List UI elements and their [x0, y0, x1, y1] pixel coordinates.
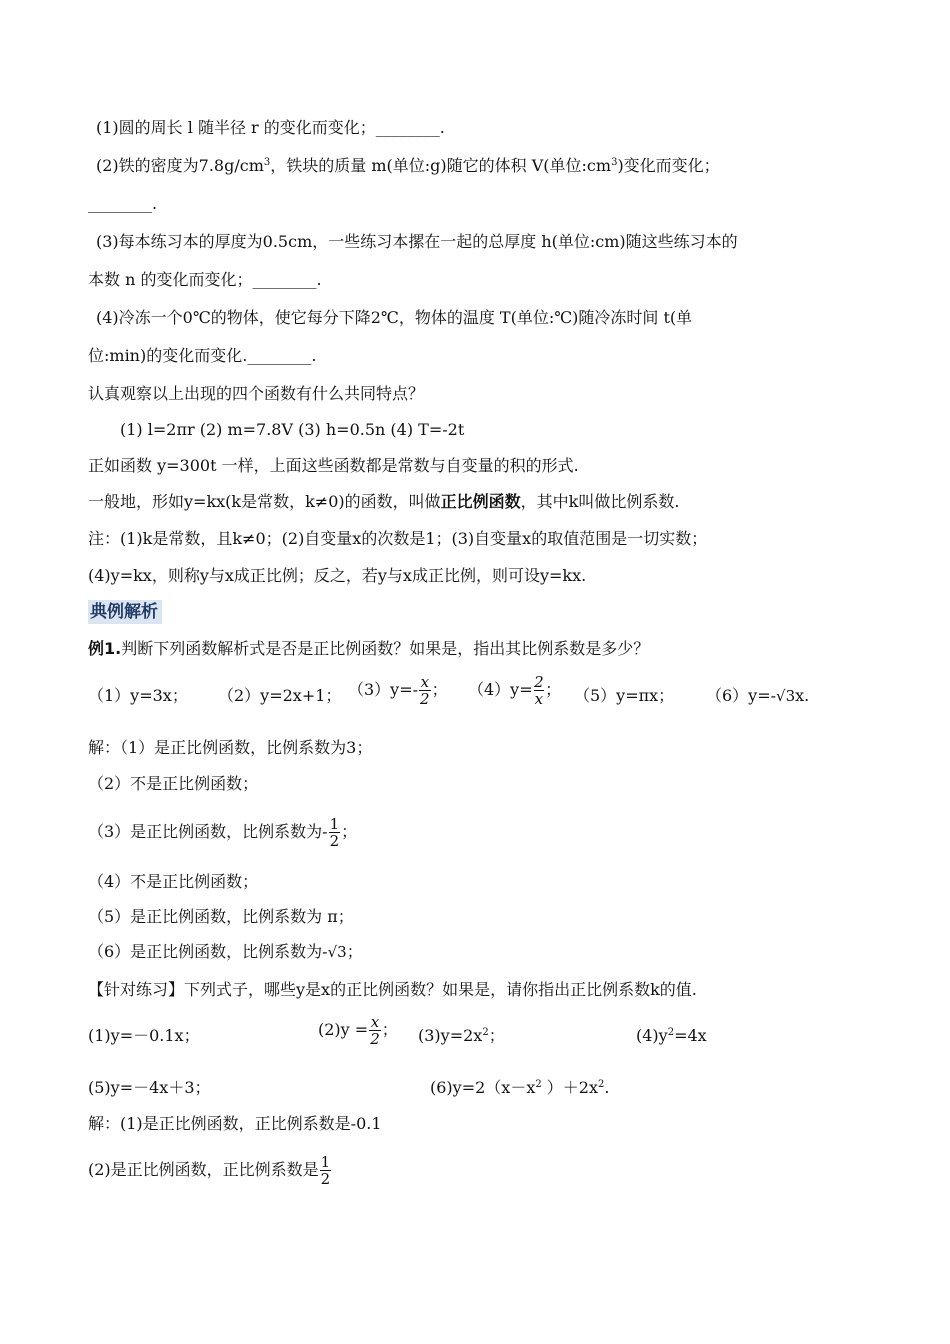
numerator: x	[370, 1013, 380, 1031]
superscript: 3	[263, 157, 271, 168]
solution-6	[88, 940, 363, 964]
text: (2)铁的密度为7.8g/cm	[96, 156, 264, 175]
text: 判断下列函数解析式是否是正比例函数？如果是，指出其比例系数是多少？	[121, 639, 650, 658]
practice-answer-1: 解：(1)是正比例函数，正比例系数是-0.1	[88, 1114, 382, 1133]
numerator: 1	[320, 1153, 331, 1171]
numerator: x	[420, 673, 430, 691]
denominator: 2	[329, 832, 340, 850]
text: (2)y =	[318, 1020, 369, 1039]
denominator: 2	[370, 1030, 380, 1048]
fraction	[329, 816, 341, 849]
observe-question: 认真观察以上出现的四个函数有什么共同特点？	[88, 384, 425, 403]
practice-item-3	[418, 1024, 505, 1048]
fraction	[534, 674, 544, 707]
text: =4x	[674, 1026, 707, 1045]
example-item-3	[348, 674, 448, 707]
text: (3)y=2x	[418, 1026, 483, 1045]
text: .	[604, 1078, 610, 1097]
denominator: 2	[420, 690, 430, 708]
example-item-2: （2）y=2x+1；	[218, 686, 342, 705]
practice-item-1: (1)y=－0.1x；	[88, 1026, 200, 1045]
note-line-3: (4)y=kx，则称y与x成正比例；反之，若y与x成正比例，则可设y=kx.	[88, 566, 587, 585]
practice-answer-2	[88, 1154, 332, 1187]
text: ；	[431, 680, 448, 699]
fraction	[369, 1014, 381, 1047]
example-item-6	[706, 684, 809, 708]
question-1: (1)圆的周长 l 随半径 r 的变化而变化；________.	[96, 118, 445, 137]
text: （3）y=-	[348, 680, 419, 699]
question-3-line-2: 本数 n 的变化而变化；________.	[88, 270, 322, 289]
question-4-line-1: (4)冷冻一个0℃的物体，使它每分下降2℃，物体的温度 T(单位:℃)随冷冻时间 t(单	[96, 308, 693, 327]
text: )变化而变化；	[617, 156, 720, 175]
text: （6）y=-	[706, 686, 777, 705]
superscript: 2	[598, 1079, 605, 1090]
solution-3	[88, 816, 357, 849]
text: (6)y=2（x－x	[430, 1078, 536, 1097]
superscript: 3	[611, 157, 618, 168]
text: ，其中k叫做比例系数.	[520, 492, 680, 511]
fraction	[320, 1154, 332, 1187]
note-line-1: 正如函数 y=300t 一样，上面这些函数都是常数与自变量的积的形式.	[88, 456, 579, 475]
example-item-4	[468, 674, 561, 707]
text: 一般地，形如y=kx(k是常数，k≠0)的函数，叫做	[88, 492, 441, 511]
text: ；	[346, 942, 363, 961]
numerator: 2	[534, 673, 544, 691]
solution-2: （2）不是正比例函数；	[88, 774, 259, 793]
solution-5: （5）是正比例函数，比例系数为 π；	[88, 907, 354, 926]
function-list: (1) l=2πr (2) m=7.8V (3) h=0.5n (4) T=-2t	[120, 420, 465, 439]
text: (2)是正比例函数，正比例系数是	[88, 1160, 319, 1179]
practice-item-2	[318, 1014, 398, 1047]
text: ；	[545, 680, 562, 699]
example-label: 例1.	[88, 639, 122, 658]
practice-item-5: (5)y=－4x＋3；	[88, 1078, 211, 1097]
cube-root: √3	[327, 943, 347, 961]
text: 下列式子，哪些y是x的正比例函数？如果是，请你指出正比例系数k的值.	[184, 980, 697, 999]
practice-item-4	[636, 1024, 707, 1048]
text: ；	[341, 822, 358, 841]
cube-root: √3	[776, 687, 796, 705]
question-4-line-2: 位:min)的变化而变化.________.	[88, 346, 317, 365]
example-item-1: （1）y=3x；	[88, 686, 188, 705]
practice-title: 【针对练习】	[88, 980, 185, 999]
practice-item-6	[430, 1076, 609, 1100]
text: (4)y	[636, 1026, 668, 1045]
definition-term: 正比例函数	[440, 492, 521, 511]
text: ；	[488, 1026, 505, 1045]
definition	[88, 490, 679, 514]
practice-heading	[88, 978, 697, 1002]
superscript: 2	[535, 1079, 542, 1090]
denominator: x	[534, 690, 544, 708]
superscript: 2	[667, 1027, 675, 1038]
solution-4: （4）不是正比例函数；	[88, 872, 259, 891]
text: （4）y=	[468, 680, 533, 699]
fraction	[419, 674, 431, 707]
text: ）＋2x	[541, 1078, 599, 1097]
example-1	[88, 637, 649, 661]
question-2-line-2: ________.	[88, 194, 158, 213]
question-3-line-1: (3)每本练习本的厚度为0.5cm，一些练习本摞在一起的总厚度 h(单位:cm)随这些练习本的	[96, 232, 738, 251]
text: ；	[381, 1020, 398, 1039]
solution-1: 解：（1）是正比例函数，比例系数为3；	[88, 738, 373, 757]
text: （6）是正比例函数，比例系数为-	[88, 942, 328, 961]
note-line-2: 注：(1)k是常数，且k≠0；(2)自变量x的次数是1；(3)自变量x的取值范围是一切实数；	[88, 529, 708, 548]
text: x.	[795, 686, 810, 705]
numerator: 1	[329, 815, 340, 833]
example-item-5: （5）y=πx；	[574, 686, 675, 705]
denominator: 2	[320, 1170, 331, 1188]
text: （3）是正比例函数，比例系数为-	[88, 822, 328, 841]
text: ，铁块的质量 m(单位:g)随它的体积 V(单位:cm	[270, 156, 612, 175]
section-heading: 典例解析	[88, 600, 162, 624]
question-2-line-1	[96, 154, 720, 178]
superscript: 2	[482, 1027, 489, 1038]
